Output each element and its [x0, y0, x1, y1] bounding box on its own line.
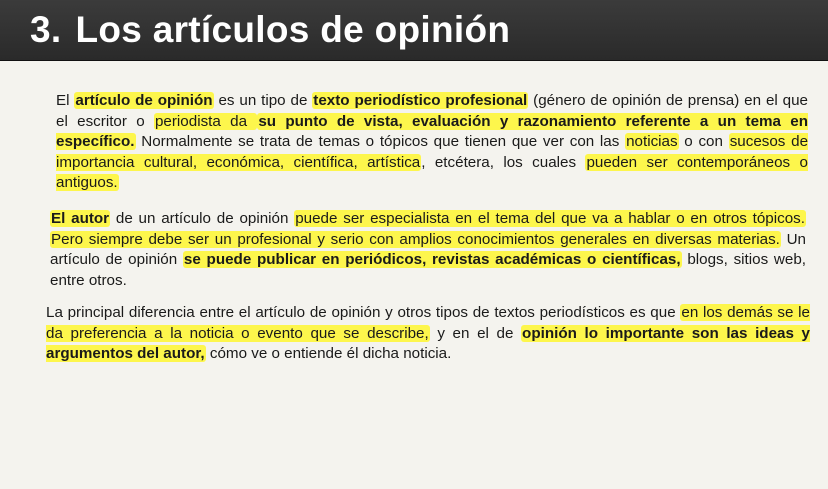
body-text: blogs, sitios web, entre otros.: [50, 251, 807, 289]
highlighted-text: se puede publicar en periódicos, revistas académicas o científicas,: [183, 251, 681, 268]
paragraph-1: [56, 91, 808, 194]
highlighted-text: en los demás se le da preferencia a la noticia o evento que se describe,: [46, 304, 810, 342]
body-text: o con: [678, 133, 729, 150]
body-text: (género de opinión de prensa) en el que el escritor o: [56, 92, 809, 130]
highlighted-text: su punto de vista, evaluación y razonamiento referente a un tema en específico.: [56, 112, 809, 150]
paragraph-2: [50, 209, 806, 291]
highlighted-text: Pero siempre debe ser un profesional y serio con amplios conocimientos generales en diversas materias.: [51, 230, 780, 248]
body-text: El: [56, 92, 75, 109]
body-text: Un artículo de opinión: [50, 230, 806, 268]
section-header: [0, 0, 828, 61]
section-number: 3.: [30, 9, 62, 50]
body-text: La principal diferencia entre el artículo de opinión y otros tipos de textos periodísticos es que: [46, 304, 681, 321]
body-text: , etcétera, los cuales: [421, 153, 586, 171]
highlighted-text: noticias: [626, 133, 678, 150]
highlighted-text: periodista da: [154, 112, 257, 130]
highlighted-text: sucesos de importancia cultural, económica, científica, artística: [56, 133, 809, 171]
highlighted-text: opinión lo importante son las ideas y argumentos del autor,: [46, 324, 810, 362]
body-text: es un tipo de: [213, 92, 313, 109]
paragraph-3: [46, 303, 810, 365]
highlighted-text: puede ser especialista en el tema del que va a hablar o en otros tópicos.: [295, 210, 805, 227]
highlighted-text: pueden ser contemporáneos o antiguos.: [56, 153, 808, 191]
body-text: de un artículo de opinión: [110, 210, 295, 227]
body-text: Normalmente se trata de temas o tópicos que tienen que ver con las: [135, 133, 626, 150]
body-text: cómo ve o entiende él dicha noticia.: [205, 345, 452, 362]
highlighted-text: El autor: [51, 210, 110, 227]
section-title: [30, 6, 510, 54]
highlighted-text: texto periodístico profesional: [313, 92, 528, 109]
highlighted-text: artículo de opinión: [75, 92, 213, 109]
section-title-text: Los artículos de opinión: [75, 9, 511, 50]
body-text: y en el de: [429, 324, 522, 342]
